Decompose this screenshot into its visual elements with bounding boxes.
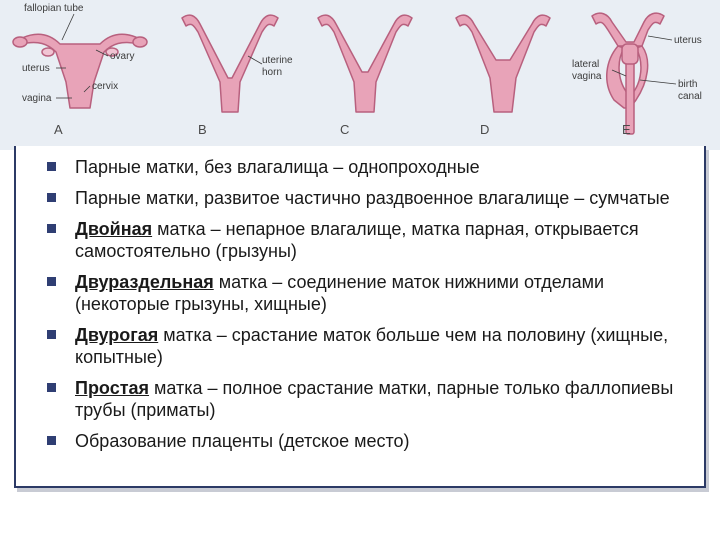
variant-label-a: A	[54, 122, 63, 137]
bullet-square-icon	[47, 277, 56, 286]
uterus-illustrations	[0, 0, 720, 150]
label-lateral-vagina-line2: vagina	[572, 71, 602, 82]
leader-uterus-e	[648, 36, 672, 40]
uterus-diagram-c	[318, 15, 412, 112]
bullet-term: Двурогая	[75, 325, 159, 345]
bullet-text: матка – срастание маток больше чем на половину (хищные, копытные)	[75, 325, 669, 367]
variant-label-b: B	[198, 122, 207, 137]
bullet-term: Двойная	[75, 219, 153, 239]
list-item	[33, 187, 683, 209]
label-lateral-vagina-line1: lateral	[572, 59, 600, 70]
bullet-text: матка – соединение маток нижними отделами (некоторые грызуны, хищные)	[75, 272, 605, 314]
bullet-square-icon	[47, 436, 56, 445]
label-vagina: vagina	[22, 93, 52, 104]
leader-fallopian-tube	[62, 14, 74, 40]
bullet-square-icon	[47, 330, 56, 339]
variant-label-e: E	[622, 122, 631, 137]
uterus-types-figure	[0, 0, 720, 150]
bullet-text: Парные матки, развитое частично раздвоенное влагалище – сумчатые	[75, 188, 670, 208]
label-uterus: uterus	[22, 63, 50, 74]
uterus-diagram-e	[592, 13, 664, 134]
label-birth-canal-line1: birth	[678, 79, 698, 90]
list-item	[33, 156, 683, 178]
bullet-text: Образование плаценты (детское место)	[75, 431, 410, 451]
bullet-term: Простая	[75, 378, 150, 398]
label-uterine-horn-line1: uterine	[262, 55, 293, 66]
bullet-square-icon	[47, 224, 56, 233]
label-uterus-e: uterus	[674, 35, 702, 46]
bullet-square-icon	[47, 193, 56, 202]
list-item	[33, 430, 683, 452]
list-item	[33, 271, 683, 315]
list-item	[33, 218, 683, 262]
bullet-text: матка – непарное влагалище, матка парная, открывается самостоятельно (грызуны)	[75, 219, 639, 261]
uterus-types-list	[33, 156, 683, 461]
label-uterine-horn-line2: horn	[262, 67, 283, 78]
bullet-square-icon	[47, 383, 56, 392]
label-birth-canal-line2: canal	[678, 91, 702, 102]
label-fallopian-tube: fallopian tube	[24, 3, 84, 14]
label-ovary: ovary	[110, 51, 135, 62]
bullet-text: Парные матки, без влагалища – однопроходные	[75, 157, 480, 177]
list-item	[33, 377, 683, 421]
label-cervix: cervix	[92, 81, 119, 92]
bullet-term: Двураздельная	[75, 272, 214, 292]
list-item	[33, 324, 683, 368]
variant-label-c: C	[340, 122, 350, 137]
bullet-square-icon	[47, 162, 56, 171]
bullet-text: матка – полное срастание матки, парные только фаллопиевы трубы (приматы)	[75, 378, 674, 420]
variant-label-d: D	[480, 122, 490, 137]
uterus-diagram-d	[456, 15, 550, 112]
